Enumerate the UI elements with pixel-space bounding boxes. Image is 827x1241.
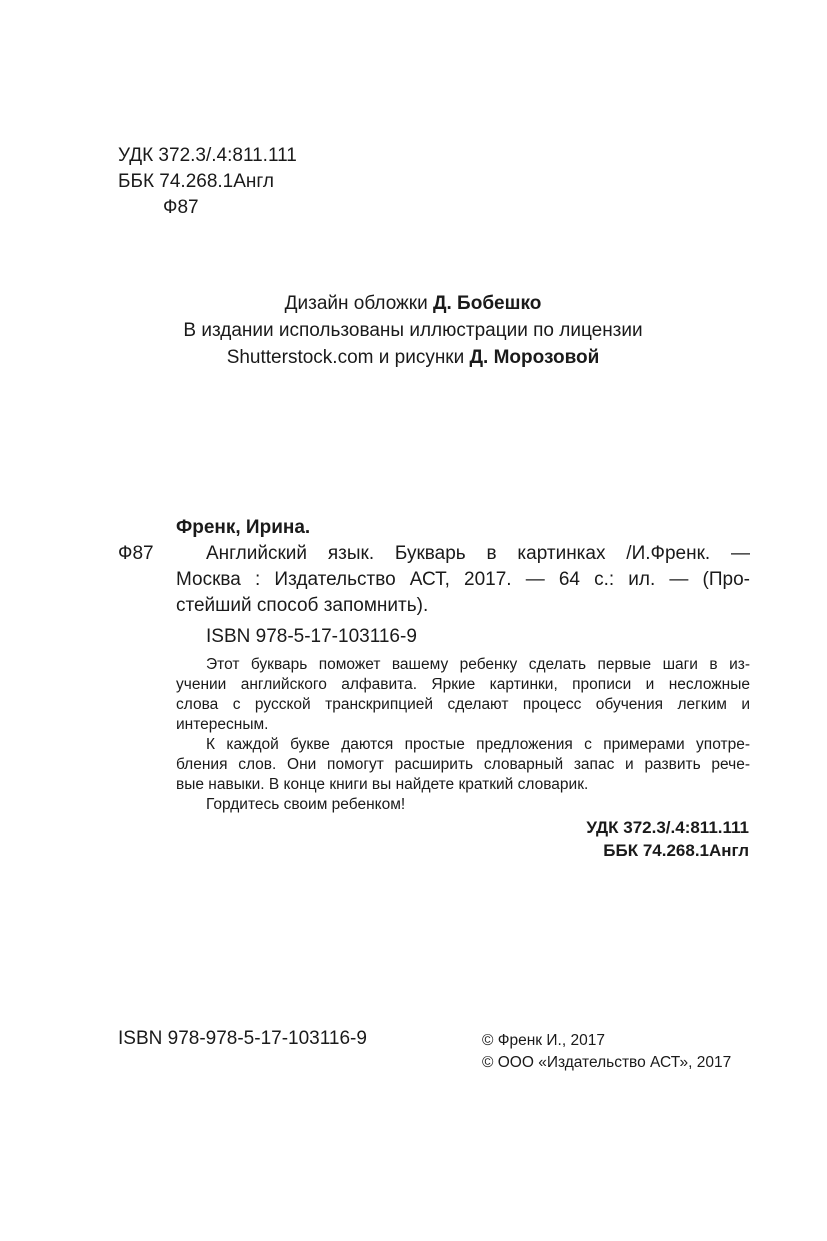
illustrator-name: Д. Морозовой (469, 347, 600, 368)
annotation-line: Гордитесь своим ребенком! (206, 796, 406, 813)
bib-author-sign: Ф87 (118, 543, 154, 564)
bib-line: Москва : Издательство АСТ, 2017. — 64 с.: ил. — (Про- (176, 569, 750, 590)
annotation-line: Этот букварь поможет вашему ребенку сделать первые шаги в из- (206, 656, 750, 673)
bibliographic-description (176, 541, 750, 619)
footer-isbn: ISBN 978-978-5-17-103116-9 (118, 1028, 367, 1049)
illustrations-source-line (118, 344, 708, 371)
copyright-publisher: © ООО «Издательство АСТ», 2017 (482, 1054, 732, 1071)
cover-design-line (118, 290, 708, 317)
annotation-line: интересным. (176, 716, 269, 733)
illustrations-license-line: В издании использованы иллюстрации по лицензии (183, 320, 643, 341)
cover-designer-name: Д. Бобешко (432, 293, 542, 314)
udk-code: УДК 372.3/.4:811.111 (118, 145, 297, 166)
annotation-line: слова с русской транскрипцией сделают процесс обучения легким и (176, 696, 750, 713)
annotation (176, 655, 750, 815)
author-sign: Ф87 (163, 197, 199, 218)
illustrations-source-label: Shutterstock.com и рисунки (226, 347, 470, 368)
bbk-code: ББК 74.268.1Англ (118, 171, 275, 192)
annotation-line: бления слов. Они помогут расширить словарный запас и развить рече- (176, 756, 750, 773)
udk-code-right: УДК 372.3/.4:811.111 (586, 818, 749, 837)
credits-block (118, 290, 708, 371)
annotation-line: К каждой букве даются простые предложения с примерами употре- (206, 736, 750, 753)
bib-line: стейший способ запомнить). (176, 595, 429, 616)
copyright-author: © Френк И., 2017 (482, 1032, 605, 1049)
isbn: ISBN 978-5-17-103116-9 (206, 626, 417, 647)
annotation-line: учении английского алфавита. Яркие картинки, прописи и несложные (176, 676, 750, 693)
cover-design-label: Дизайн обложки (284, 293, 433, 314)
book-author: Френк, Ирина. (176, 517, 311, 538)
bib-line: Английский язык. Букварь в картинках /И.Френк. — (206, 543, 750, 564)
annotation-line: вые навыки. В конце книги вы найдете краткий словарик. (176, 776, 589, 793)
bbk-code-right: ББК 74.268.1Англ (603, 841, 749, 860)
